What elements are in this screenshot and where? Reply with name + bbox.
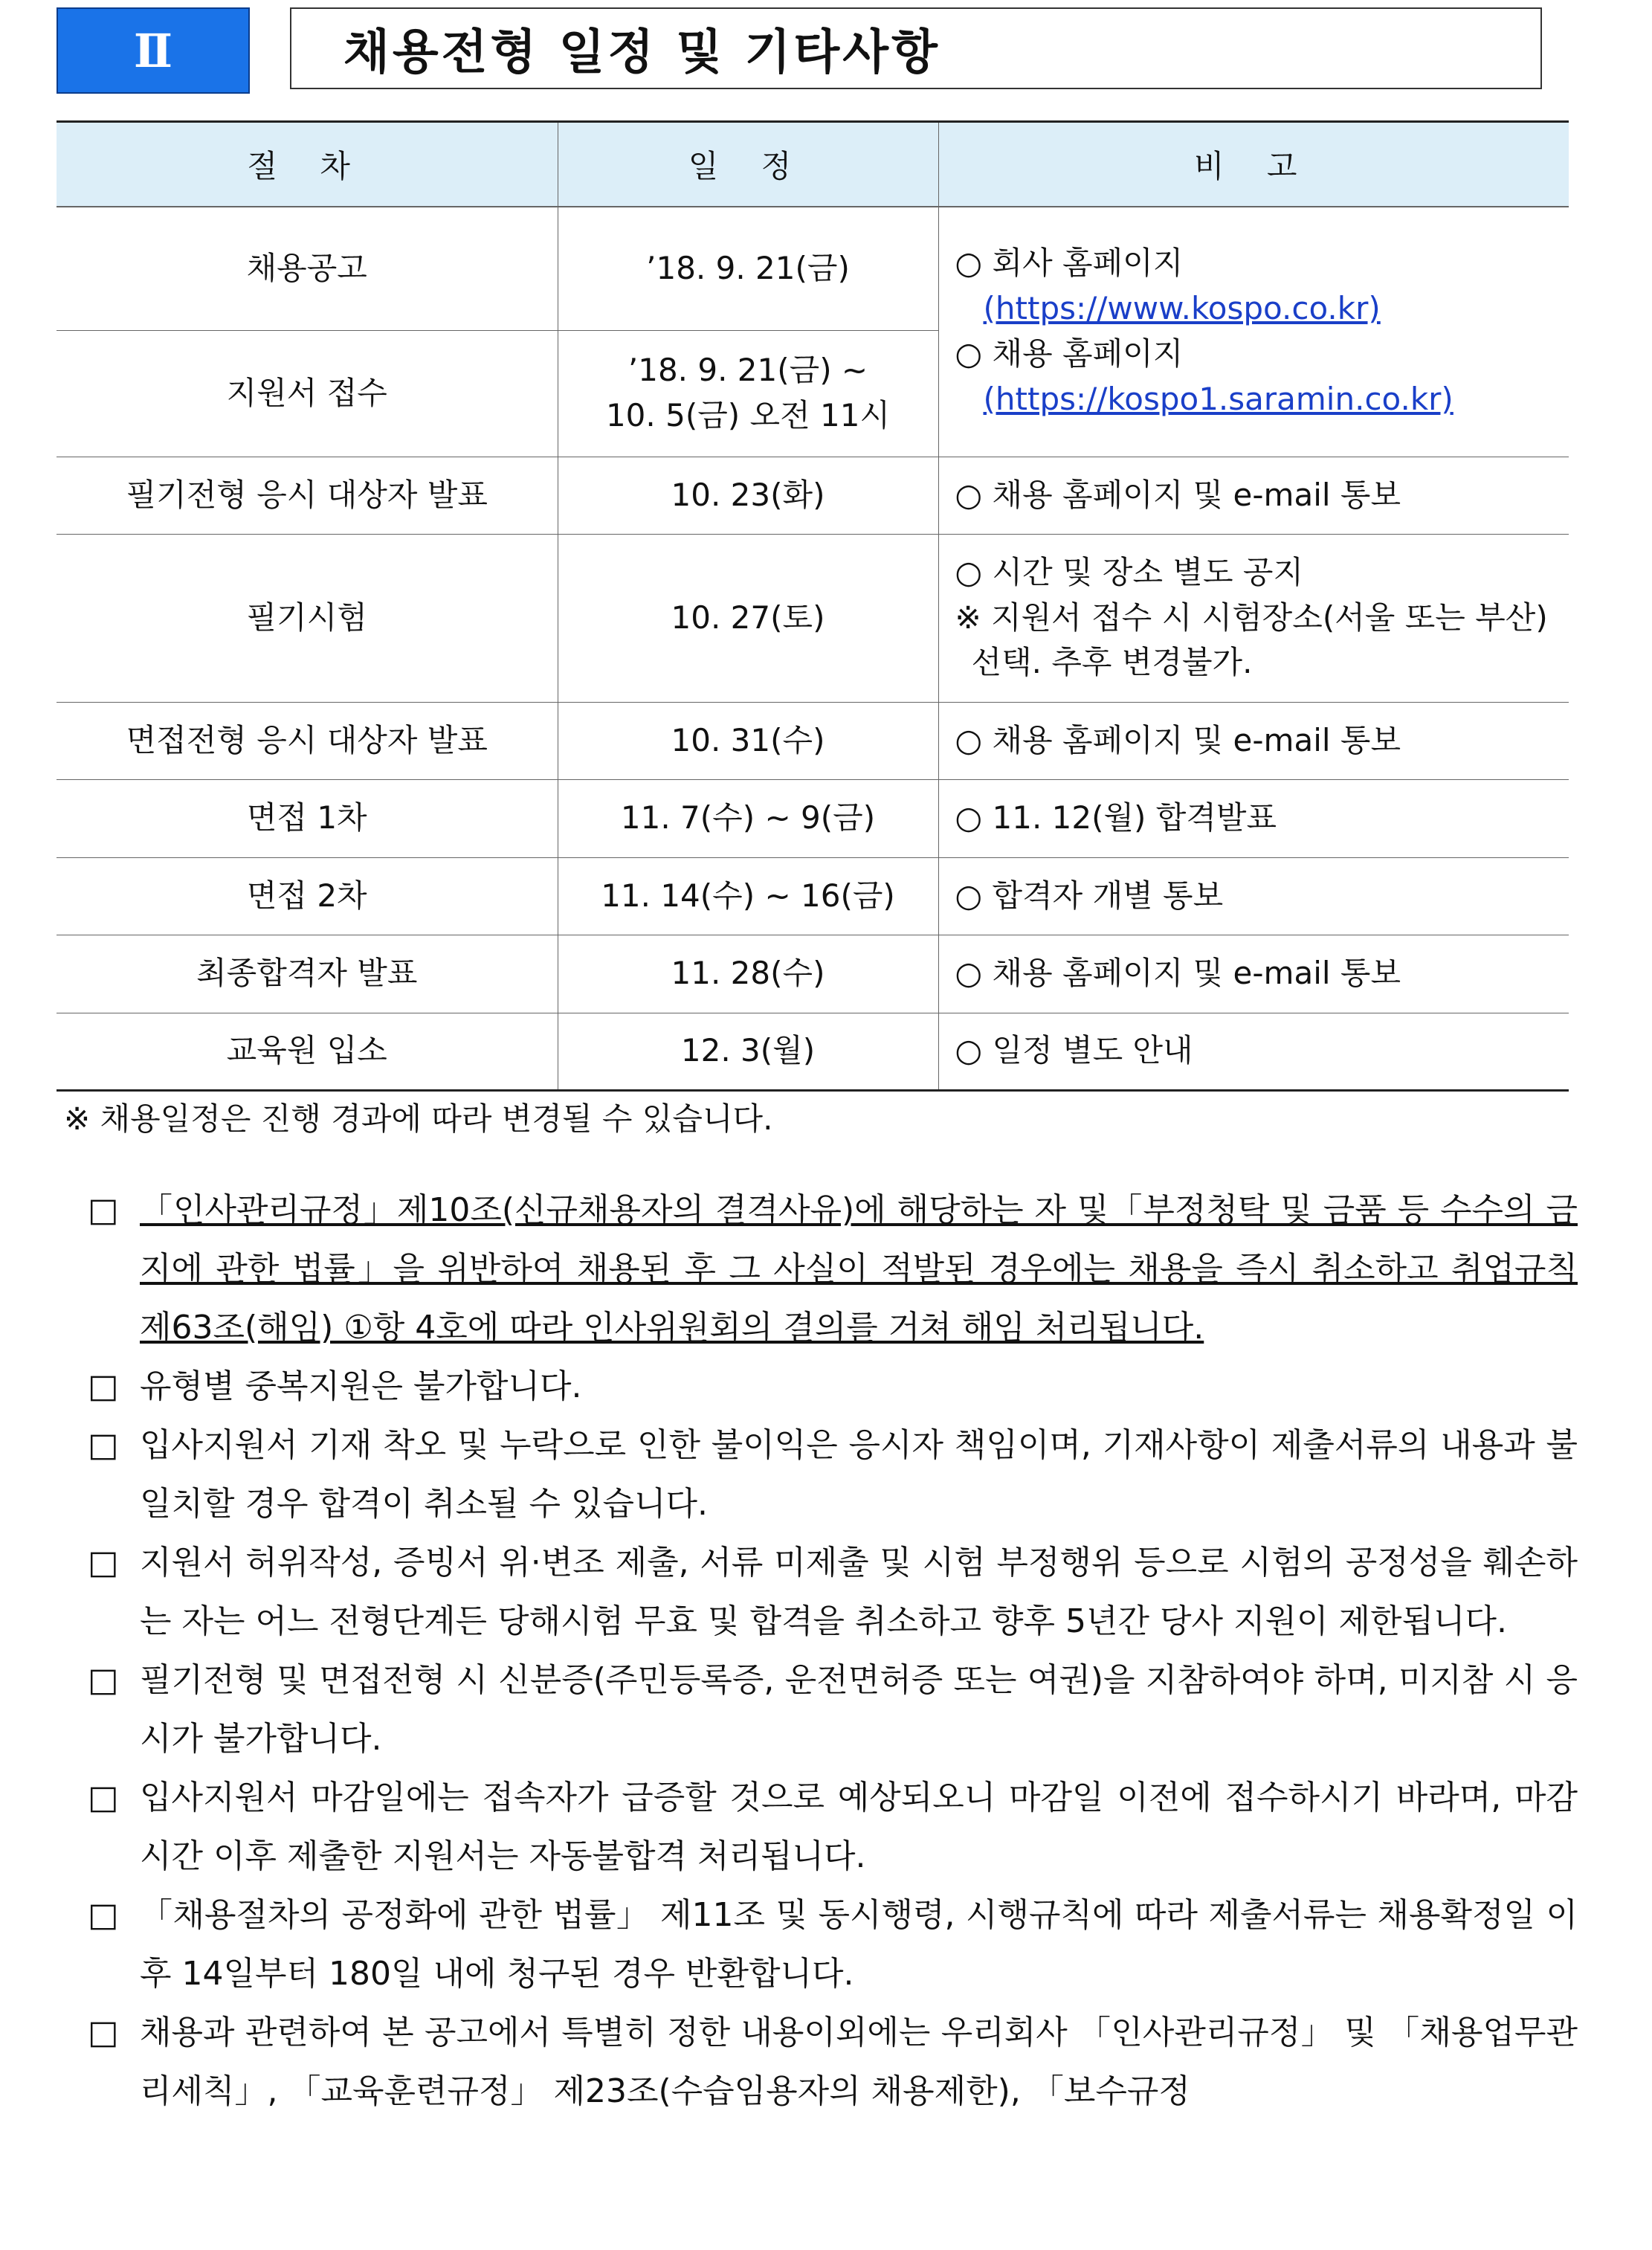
checkbox-bullet-icon: □	[88, 1191, 119, 1229]
schedule-table	[57, 120, 1569, 1092]
checkbox-bullet-icon: □	[88, 2014, 119, 2051]
checkbox-bullet-icon: □	[88, 1367, 119, 1405]
table-header-row	[57, 122, 1569, 207]
note-cell-homepage	[938, 207, 1569, 457]
list-item-text: 입사지원서 기재 착오 및 누락으로 인한 불이익은 응시자 책임이며, 기재사항이 제출서류의 내용과 불일치할 경우 합격이 취소될 수 있습니다.	[140, 1426, 1578, 1523]
step-cell: 면접 2차	[57, 857, 558, 935]
header-note: 비 고	[938, 122, 1569, 207]
table-row	[57, 935, 1569, 1013]
table-row	[57, 534, 1569, 702]
note-cell: ○ 채용 홈페이지 및 e-mail 통보	[938, 457, 1569, 534]
header-date: 일 정	[558, 122, 938, 207]
list-item-text: 유형별 중복지원은 불가합니다.	[140, 1367, 582, 1405]
list-item	[88, 1357, 1578, 1416]
note-cell	[938, 534, 1569, 702]
table-row	[57, 702, 1569, 779]
step-cell: 면접전형 응시 대상자 발표	[57, 702, 558, 779]
date-cell: 11. 7(수) ~ 9(금)	[558, 779, 938, 857]
checkbox-bullet-icon: □	[88, 1896, 119, 1934]
list-item	[88, 1651, 1578, 1768]
checkbox-bullet-icon: □	[88, 1544, 119, 1582]
step-cell: 지원서 접수	[57, 330, 558, 457]
table-row	[57, 457, 1569, 534]
notice-list	[88, 1181, 1578, 2121]
note-cell: ○ 11. 12(월) 합격발표	[938, 779, 1569, 857]
list-item-text: 「인사관리규정」제10조(신규채용자의 결격사유)에 해당하는 자 및「부정청탁 및 금품 등 수수의 금지에 관한 법률」을 위반하여 채용된 후 그 사실이 적발된 경우에는 채용을 즉시 취소하고 취업규칙 제63조(해임) ①항 4호에 따라 인사위원회의 결의를 거쳐 해임 처리됩니다.	[140, 1191, 1578, 1347]
section-title: 채용전형 일정 및 기타사항	[290, 7, 1542, 89]
step-cell: 필기전형 응시 대상자 발표	[57, 457, 558, 534]
header-step: 절 차	[57, 122, 558, 207]
date-line: ’18. 9. 21(금)	[646, 249, 850, 286]
note-line: ○ 회사 홈페이지	[955, 245, 1184, 282]
note-cell: ○ 채용 홈페이지 및 e-mail 통보	[938, 935, 1569, 1013]
schedule-footnote: ※ 채용일정은 진행 경과에 따라 변경될 수 있습니다.	[64, 1100, 773, 1137]
date-cell	[558, 207, 938, 330]
date-cell: 11. 14(수) ~ 16(금)	[558, 857, 938, 935]
checkbox-bullet-icon: □	[88, 1426, 119, 1464]
date-cell	[558, 330, 938, 457]
step-cell: 채용공고	[57, 207, 558, 330]
date-cell: 10. 27(토)	[558, 534, 938, 702]
table-row	[57, 1013, 1569, 1090]
note-cell: ○ 채용 홈페이지 및 e-mail 통보	[938, 702, 1569, 779]
list-item-text: 필기전형 및 면접전형 시 신분증(주민등록증, 운전면허증 또는 여권)을 지참하여야 하며, 미지참 시 응시가 불가합니다.	[140, 1661, 1578, 1758]
list-item-text: 채용과 관련하여 본 공고에서 특별히 정한 내용이외에는 우리회사 「인사관리규정」 및 「채용업무관리세칙」, 「교육훈련규정」 제23조(수습임용자의 채용제한), 「보수규정	[140, 2014, 1578, 2110]
company-homepage-link[interactable]: (https://www.kospo.co.kr)	[983, 290, 1381, 327]
checkbox-bullet-icon: □	[88, 1779, 119, 1817]
section-number: Ⅱ	[57, 7, 250, 94]
list-item	[88, 1886, 1578, 2003]
date-cell: 11. 28(수)	[558, 935, 938, 1013]
list-item	[88, 1768, 1578, 1886]
list-item	[88, 1533, 1578, 1651]
date-line: 10. 5(금) 오전 11시	[605, 397, 891, 433]
table-row	[57, 207, 1569, 330]
list-item	[88, 1181, 1578, 1357]
note-line: ○ 시간 및 장소 별도 공지	[955, 553, 1304, 590]
step-cell: 면접 1차	[57, 779, 558, 857]
table-row	[57, 857, 1569, 935]
list-item	[88, 1416, 1578, 1533]
list-item-text: 입사지원서 마감일에는 접속자가 급증할 것으로 예상되오니 마감일 이전에 접수하시기 바라며, 마감시간 이후 제출한 지원서는 자동불합격 처리됩니다.	[140, 1779, 1578, 1875]
date-cell: 12. 3(월)	[558, 1013, 938, 1090]
checkbox-bullet-icon: □	[88, 1661, 119, 1699]
list-item-text: 지원서 허위작성, 증빙서 위·변조 제출, 서류 미제출 및 시험 부정행위 등으로 시험의 공정성을 훼손하는 자는 어느 전형단계든 당해시험 무효 및 합격을 취소하고 향후 5년간 당사 지원이 제한됩니다.	[140, 1544, 1578, 1640]
list-item-text: 「채용절차의 공정화에 관한 법률」 제11조 및 동시행령, 시행규칙에 따라 제출서류는 채용확정일 이후 14일부터 180일 내에 청구된 경우 반환합니다.	[140, 1896, 1578, 1993]
date-cell: 10. 23(화)	[558, 457, 938, 534]
step-cell: 교육원 입소	[57, 1013, 558, 1090]
step-cell: 최종합격자 발표	[57, 935, 558, 1013]
note-line: ※ 지원서 접수 시 시험장소(서울 또는 부산)	[955, 599, 1548, 636]
step-cell: 필기시험	[57, 534, 558, 702]
note-line: 선택. 추후 변경불가.	[971, 644, 1253, 681]
list-item	[88, 2003, 1578, 2121]
recruit-homepage-link[interactable]: (https://kospo1.saramin.co.kr)	[983, 381, 1453, 418]
note-cell: ○ 합격자 개별 통보	[938, 857, 1569, 935]
note-line: ○ 채용 홈페이지	[955, 335, 1184, 373]
date-line: ’18. 9. 21(금) ~	[627, 352, 868, 389]
note-cell: ○ 일정 별도 안내	[938, 1013, 1569, 1090]
table-row	[57, 779, 1569, 857]
date-cell: 10. 31(수)	[558, 702, 938, 779]
